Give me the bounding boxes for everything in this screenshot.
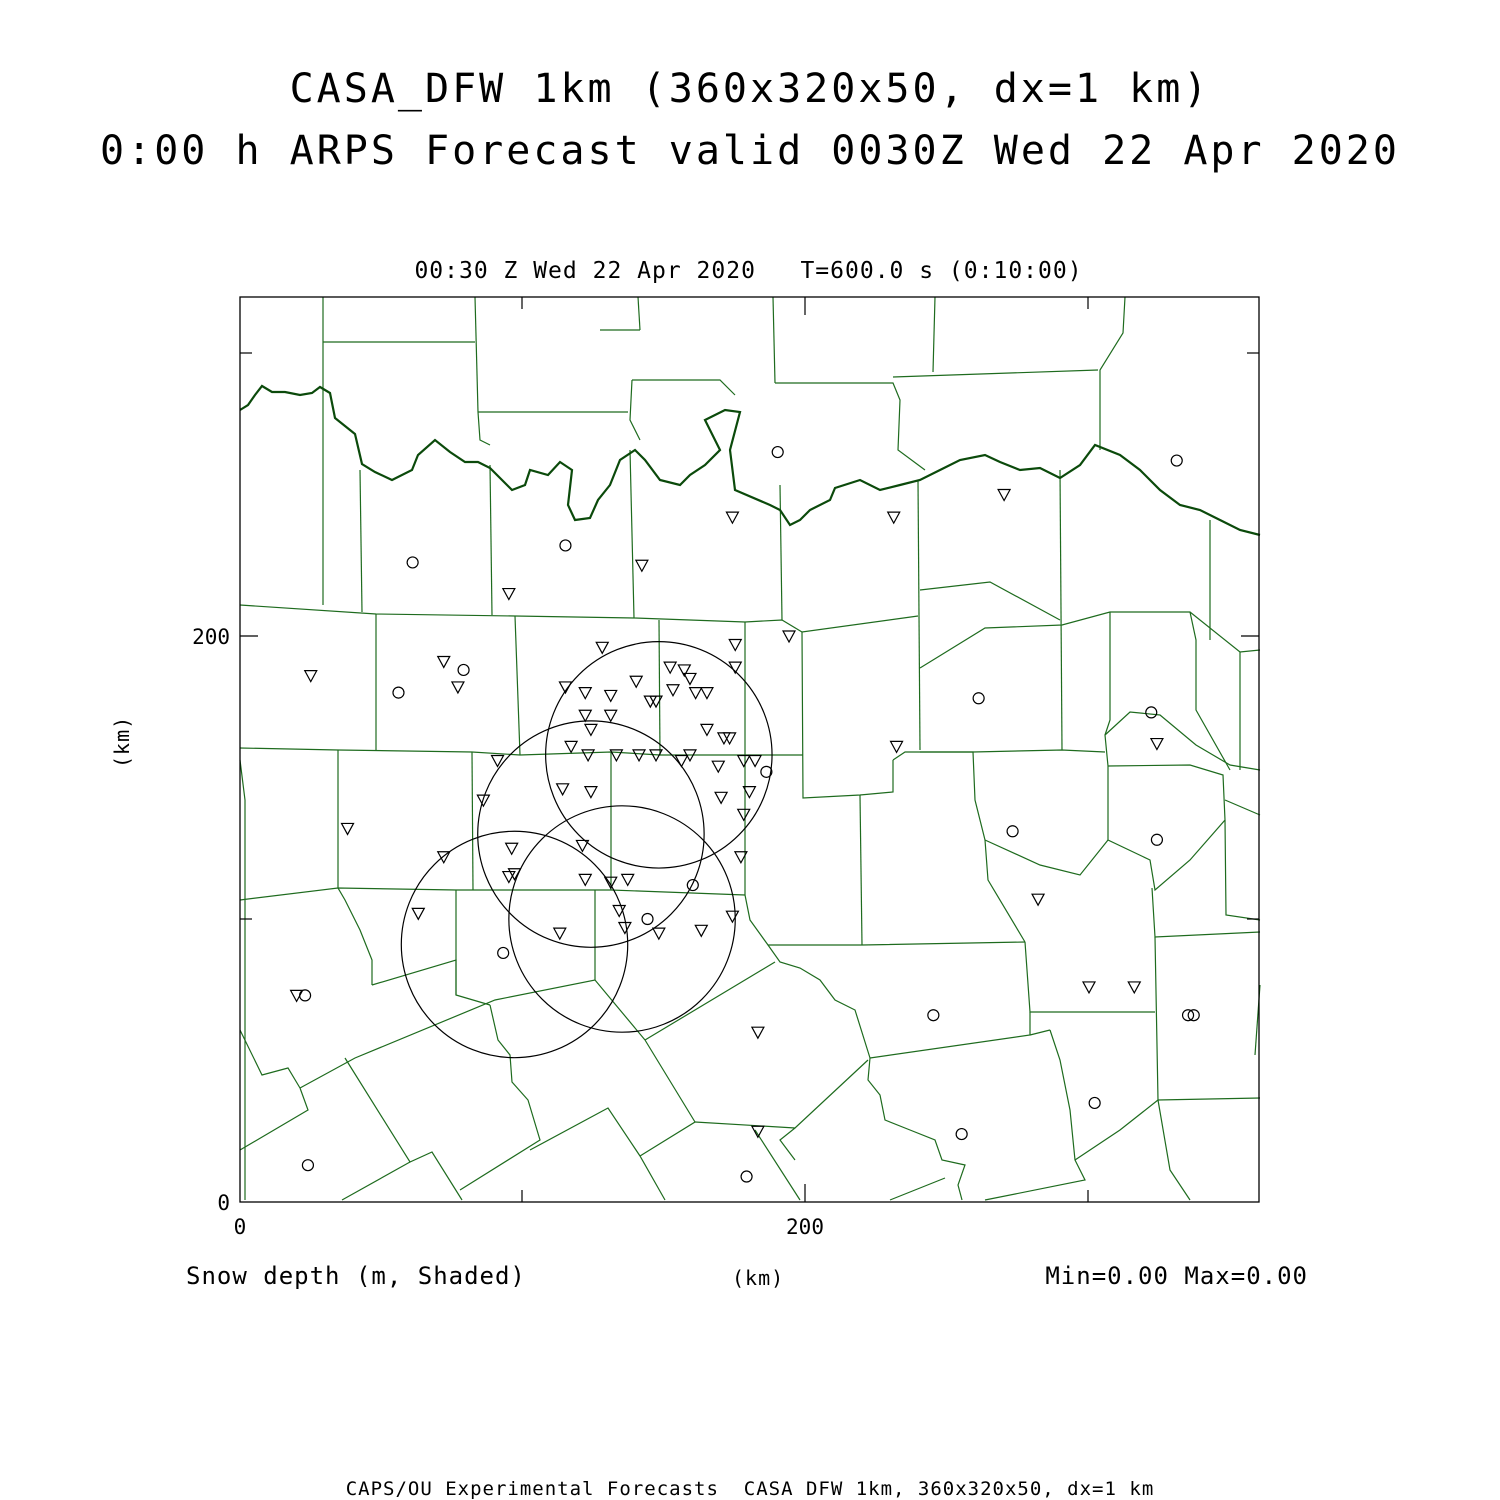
station-triangle-marker	[1128, 982, 1140, 993]
station-triangle-marker	[667, 685, 679, 696]
station-triangle-marker	[506, 843, 518, 854]
station-triangle-marker	[605, 710, 617, 721]
plot-title-line-2: 0:00 h ARPS Forecast valid 0030Z Wed 22 Apr 2020	[100, 128, 1400, 174]
station-triangle-marker	[554, 928, 566, 939]
station-triangle-marker	[503, 589, 515, 600]
station-triangle-marker	[701, 688, 713, 699]
station-triangle-marker	[998, 490, 1010, 501]
station-circle-marker	[458, 664, 469, 675]
plot-valid-time-subtitle: 00:30 Z Wed 22 Apr 2020 T=600.0 s (0:10:00)	[414, 258, 1083, 284]
station-triangle-marker	[729, 639, 741, 650]
station-triangle-marker	[412, 908, 424, 919]
station-triangle-marker	[690, 688, 702, 699]
station-circle-marker	[741, 1171, 752, 1182]
station-circle-marker	[1146, 707, 1157, 718]
station-triangle-marker	[695, 925, 707, 936]
station-triangle-marker	[712, 761, 724, 772]
station-triangle-marker	[585, 724, 597, 735]
station-circle-marker	[1007, 826, 1018, 837]
x-tick-label-0: 0	[233, 1215, 247, 1239]
station-triangle-marker	[726, 512, 738, 523]
station-triangle-marker	[738, 756, 750, 767]
station-circle-marker	[687, 880, 698, 891]
station-triangle-marker	[738, 809, 750, 820]
y-axis-unit-label: (km)	[110, 715, 134, 768]
station-triangle-marker	[619, 922, 631, 933]
y-tick-label-0: 0	[217, 1191, 230, 1215]
plot-title-line-1: CASA_DFW 1km (360x320x50, dx=1 km)	[289, 66, 1211, 112]
station-triangle-marker	[342, 823, 354, 834]
station-triangle-marker	[622, 874, 634, 885]
y-tick-label-200: 200	[192, 625, 230, 649]
station-circle-markers	[300, 447, 1200, 1182]
station-circle-marker	[300, 990, 311, 1001]
station-triangle-marker	[605, 690, 617, 701]
station-triangle-marker	[565, 741, 577, 752]
station-circle-marker	[1171, 455, 1182, 466]
field-description-label: Snow depth (m, Shaded)	[186, 1262, 526, 1290]
station-triangle-marker	[664, 662, 676, 673]
station-circle-marker	[928, 1010, 939, 1021]
station-circle-marker	[498, 947, 509, 958]
station-triangle-marker	[585, 787, 597, 798]
station-triangle-marker	[653, 928, 665, 939]
station-triangle-marker	[579, 688, 591, 699]
x-tick-label-200: 200	[786, 1215, 824, 1239]
station-circle-marker	[407, 557, 418, 568]
station-triangle-marker	[684, 673, 696, 684]
station-triangle-marker	[783, 631, 795, 642]
station-triangle-marker	[1032, 894, 1044, 905]
footer-credit: CAPS/OU Experimental Forecasts CASA DFW 1km, 360x320x50, dx=1 km	[345, 1478, 1155, 1500]
station-circle-marker	[560, 540, 571, 551]
station-circle-marker	[772, 447, 783, 458]
x-axis-unit-label: (km)	[732, 1266, 785, 1290]
station-triangle-marker	[633, 750, 645, 761]
station-triangle-marker	[701, 724, 713, 735]
station-triangle-marker	[752, 1027, 764, 1038]
station-circle-marker	[302, 1160, 313, 1171]
station-circle-marker	[393, 687, 404, 698]
station-triangle-marker	[596, 642, 608, 653]
station-triangle-marker	[305, 671, 317, 682]
radar-range-ring	[509, 806, 735, 1032]
station-triangle-marker	[888, 512, 900, 523]
station-triangle-marker	[636, 560, 648, 571]
station-triangle-marker	[726, 911, 738, 922]
station-triangle-marker	[630, 676, 642, 687]
county-boundaries	[240, 297, 1260, 1200]
station-circle-marker	[1151, 834, 1162, 845]
state-border-red-river	[240, 386, 1260, 535]
station-triangle-marker	[891, 741, 903, 752]
station-triangle-marker	[715, 792, 727, 803]
station-circle-marker	[1089, 1097, 1100, 1108]
station-triangle-marker	[749, 756, 761, 767]
station-triangle-marker	[1151, 739, 1163, 750]
radar-range-ring	[401, 831, 627, 1057]
station-triangle-marker	[579, 710, 591, 721]
station-circle-marker	[956, 1129, 967, 1140]
station-triangle-marker	[582, 750, 594, 761]
station-triangle-marker	[452, 682, 464, 693]
station-triangle-markers	[291, 490, 1163, 1138]
station-circle-marker	[973, 693, 984, 704]
station-triangle-marker	[579, 874, 591, 885]
min-max-readout: Min=0.00 Max=0.00	[1045, 1262, 1308, 1290]
station-circle-marker	[642, 914, 653, 925]
station-triangle-marker	[438, 656, 450, 667]
station-triangle-marker	[557, 784, 569, 795]
station-triangle-marker	[1083, 982, 1095, 993]
